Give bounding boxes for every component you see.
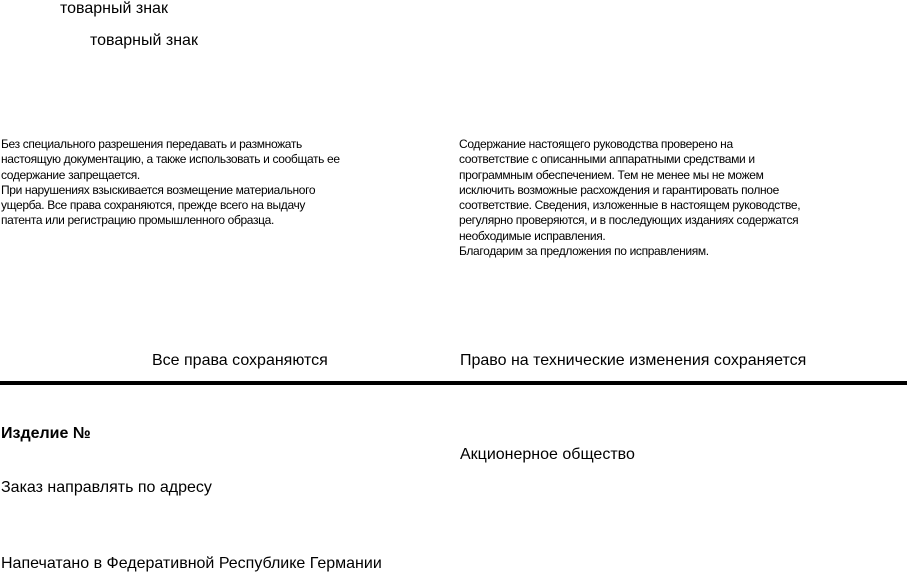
copyright-notice [1, 137, 340, 229]
copyright-notice-line: Без специального разрешения передавать и размножать [1, 137, 302, 151]
disclaimer-notice [459, 137, 800, 259]
printed-in-label: Напечатано в Федеративной Республике Германии [1, 555, 382, 572]
disclaimer-line: соответствие с описанными аппаратными средствами и [459, 152, 755, 167]
product-number-label: Изделие № [1, 425, 91, 442]
disclaimer-line: Благодарим за предложения по исправлениям. [459, 244, 709, 259]
copyright-notice-line: ущерба. Все права сохраняются, прежде всего на выдачу [1, 198, 306, 213]
disclaimer-line: исключить возможные расхождения и гарантировать полное [459, 182, 779, 197]
trademark-line-2: товарный знак [90, 32, 198, 49]
trademark-line-1: товарный знак [60, 0, 168, 17]
copyright-notice-line: При нарушениях взыскивается возмещение материального [1, 182, 316, 197]
disclaimer-line: регулярно проверяются, и в последующих изданиях содержатся [459, 213, 799, 228]
all-rights-reserved: Все права сохраняются [152, 352, 328, 369]
horizontal-divider [0, 381, 907, 385]
copyright-notice-line: настоящую документацию, а также использовать и сообщать ее [1, 152, 340, 167]
disclaimer-line: Содержание настоящего руководства проверено на [459, 137, 733, 151]
disclaimer-line: необходимые исправления. [459, 228, 606, 243]
disclaimer-line: программным обеспечением. Тем не менее мы не можем [459, 167, 764, 182]
technical-changes-reserved: Право на технические изменения сохраняется [460, 352, 807, 369]
company-label: Акционерное общество [460, 446, 635, 463]
copyright-notice-line: патента или регистрацию промышленного образца. [1, 213, 274, 228]
copyright-notice-line: содержание запрещается. [1, 167, 140, 182]
disclaimer-line: соответствие. Сведения, изложенные в настоящем руководстве, [459, 198, 801, 213]
order-address-label: Заказ направлять по адресу [1, 479, 212, 496]
